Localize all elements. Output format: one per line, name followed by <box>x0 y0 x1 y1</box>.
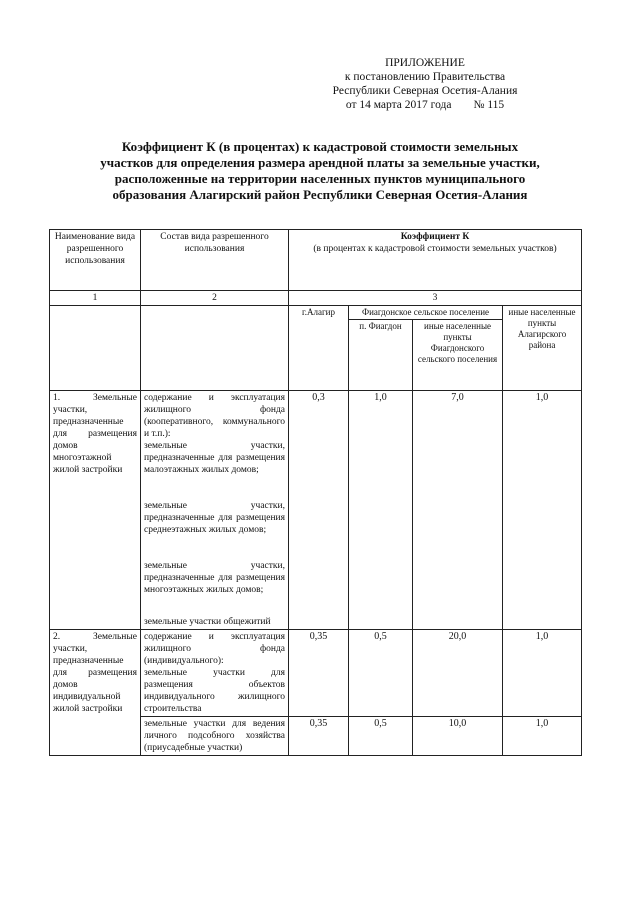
document-title <box>70 139 570 203</box>
empty-cell <box>50 306 141 391</box>
composition-item: содержание и эксплуатация жилищного фонда (кооперативного, коммунального и т.п.): <box>144 393 285 439</box>
composition-item: земельные участки, предназначенные для размещения малоэтажных жилых домов; <box>144 441 285 475</box>
appendix-number: № 115 <box>473 99 505 111</box>
appendix-header <box>300 56 550 112</box>
row-name: 2. Земельные участки, предназначенные для размещения домов индивидуальной жилой застройки <box>50 630 141 756</box>
appendix-date-line <box>300 98 550 112</box>
composition-item: содержание и эксплуатация жилищного фонда (индивидуального): <box>144 632 285 666</box>
value-fiagdon: 0,5 <box>349 717 413 756</box>
table-row <box>50 391 582 630</box>
column-number: 1 <box>50 291 141 306</box>
title-line: участков для определения размера арендной платы за земельные участки, <box>100 155 540 170</box>
spacer <box>144 536 285 560</box>
header-composition: Состав вида разрешенного использования <box>141 230 289 291</box>
appendix-line: Республики Северная Осетия-Алания <box>332 85 518 97</box>
spacer <box>144 596 285 616</box>
value-alagir: 0,35 <box>289 717 349 756</box>
header-fiagdon: п. Фиагдон <box>349 320 413 391</box>
composition-item: земельные участки, предназначенные для размещения среднеэтажных жилых домов; <box>144 501 285 535</box>
header-other-fiagdon: иные населенные пункты Фиагдонского сельского поселения <box>413 320 503 391</box>
value-other-fiagdon: 7,0 <box>413 391 503 630</box>
value-other: 1,0 <box>503 391 582 630</box>
row-composition <box>141 391 289 630</box>
title-line: расположенные на территории населенных пунктов муниципального <box>114 171 526 186</box>
header-coefficient <box>289 230 582 291</box>
composition-item: земельные участки, предназначенные для размещения многоэтажных жилых домов; <box>144 561 285 595</box>
composition-item: земельные участки для ведения личного подсобного хозяйства (приусадебные участки) <box>144 719 285 753</box>
column-number: 3 <box>289 291 582 306</box>
header-usage-type: Наименование вида разрешенного использования <box>50 230 141 291</box>
header-fiagdon-settlement: Фиагдонское сельское поселение <box>349 306 503 320</box>
coefficient-table <box>49 229 582 756</box>
column-number: 2 <box>141 291 289 306</box>
value-other-fiagdon: 10,0 <box>413 717 503 756</box>
composition-item: земельные участки общежитий <box>144 617 271 627</box>
table-subheader-row <box>50 306 582 320</box>
value-fiagdon: 1,0 <box>349 391 413 630</box>
empty-cell <box>141 306 289 391</box>
value-other: 1,0 <box>503 717 582 756</box>
value-other-fiagdon: 20,0 <box>413 630 503 717</box>
row-name: 1. Земельные участки, предназначенные для размещения домов многоэтажной жилой застройки <box>50 391 141 630</box>
value-alagir: 0,35 <box>289 630 349 717</box>
coefficient-title: Коэффициент К <box>400 232 470 242</box>
coefficient-subtitle: (в процентах к кадастровой стоимости земельных участков) <box>313 244 557 254</box>
spacer <box>144 476 285 500</box>
appendix-date: от 14 марта 2017 года <box>345 99 452 111</box>
appendix-line: к постановлению Правительства <box>344 71 506 83</box>
value-fiagdon: 0,5 <box>349 630 413 717</box>
row-composition <box>141 717 289 756</box>
appendix-label: ПРИЛОЖЕНИЕ <box>385 57 465 69</box>
header-other-settlements: иные населенные пункты Алагирского района <box>503 306 582 391</box>
title-line: Коэффициент К (в процентах) к кадастровой стоимости земельных <box>121 139 519 154</box>
row-composition <box>141 630 289 717</box>
table-row <box>50 630 582 717</box>
composition-item: земельные участки для размещения объектов индивидуального жилищного строительства <box>144 668 285 714</box>
value-other: 1,0 <box>503 630 582 717</box>
value-alagir: 0,3 <box>289 391 349 630</box>
table-header-row <box>50 230 582 291</box>
header-alagir: г.Алагир <box>289 306 349 391</box>
title-line: образования Алагирский район Республики Северная Осетия-Алания <box>112 187 528 202</box>
table-number-row <box>50 291 582 306</box>
